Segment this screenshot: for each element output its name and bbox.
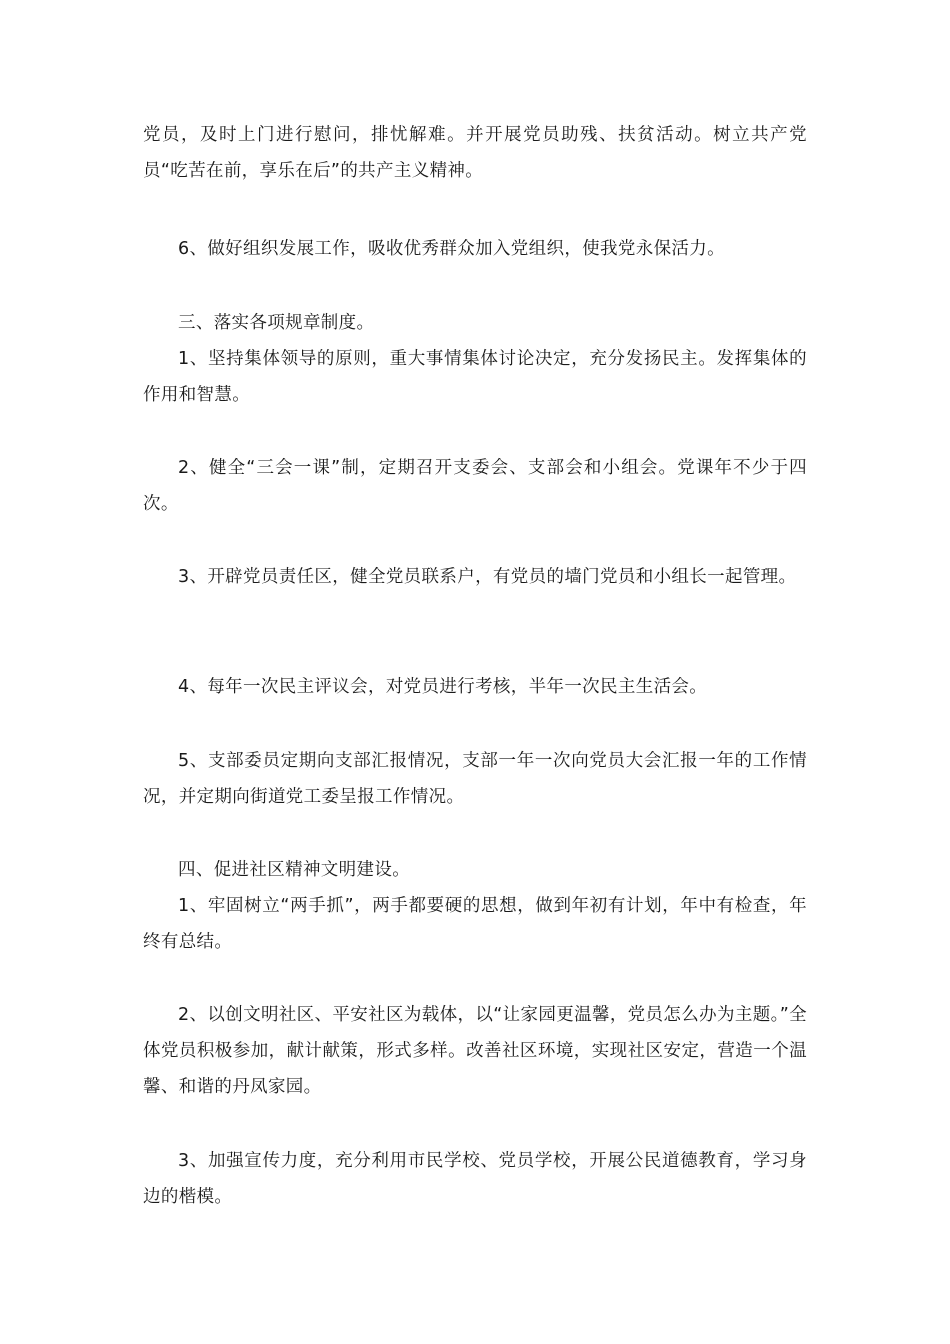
paragraph-party-member-care: 党员，及时上门进行慰问，排忧解难。并开展党员助残、扶贫活动。树立共产党员“吃苦在前，享乐在后”的共产主义精神。 [143, 125, 807, 181]
paragraph-item-3-publicity: 3、加强宣传力度，充分利用市民学校、党员学校，开展公民道德教育，学习身边的楷模。 [143, 1151, 807, 1207]
paragraph-item-2-three-meetings: 2、健全“三会一课”制，定期召开支委会、支部会和小组会。党课年不少于四次。 [143, 458, 807, 514]
paragraph-item-5-reporting: 5、支部委员定期向支部汇报情况，支部一年一次向党员大会汇报一年的工作情况，并定期向街道党工委呈报工作情况。 [143, 751, 807, 807]
paragraph-item-1-two-hands: 1、牢固树立“两手抓”，两手都要硬的思想，做到年初有计划，年中有检查，年终有总结。 [143, 896, 807, 952]
section-heading-3: 三、落实各项规章制度。 [178, 313, 375, 333]
paragraph-item-4-democratic-review: 4、每年一次民主评议会，对党员进行考核，半年一次民主生活会。 [178, 677, 708, 697]
paragraph-item-1-collective-leadership: 1、坚持集体领导的原则，重大事情集体讨论决定，充分发扬民主。发挥集体的作用和智慧。 [143, 349, 807, 405]
paragraph-item-2-civilized-community: 2、以创文明社区、平安社区为载体，以“让家园更温馨，党员怎么办为主题。”全体党员积极参加，献计献策，形式多样。改善社区环境，实现社区安定，营造一个温馨、和谐的丹凤家园。 [143, 1005, 807, 1097]
paragraph-item-6-development: 6、做好组织发展工作，吸收优秀群众加入党组织，使我党永保活力。 [178, 239, 725, 259]
section-heading-4: 四、促进社区精神文明建设。 [178, 860, 411, 880]
paragraph-item-3-responsibility-zone: 3、开辟党员责任区，健全党员联系户，有党员的墙门党员和小组长一起管理。 [178, 567, 797, 587]
